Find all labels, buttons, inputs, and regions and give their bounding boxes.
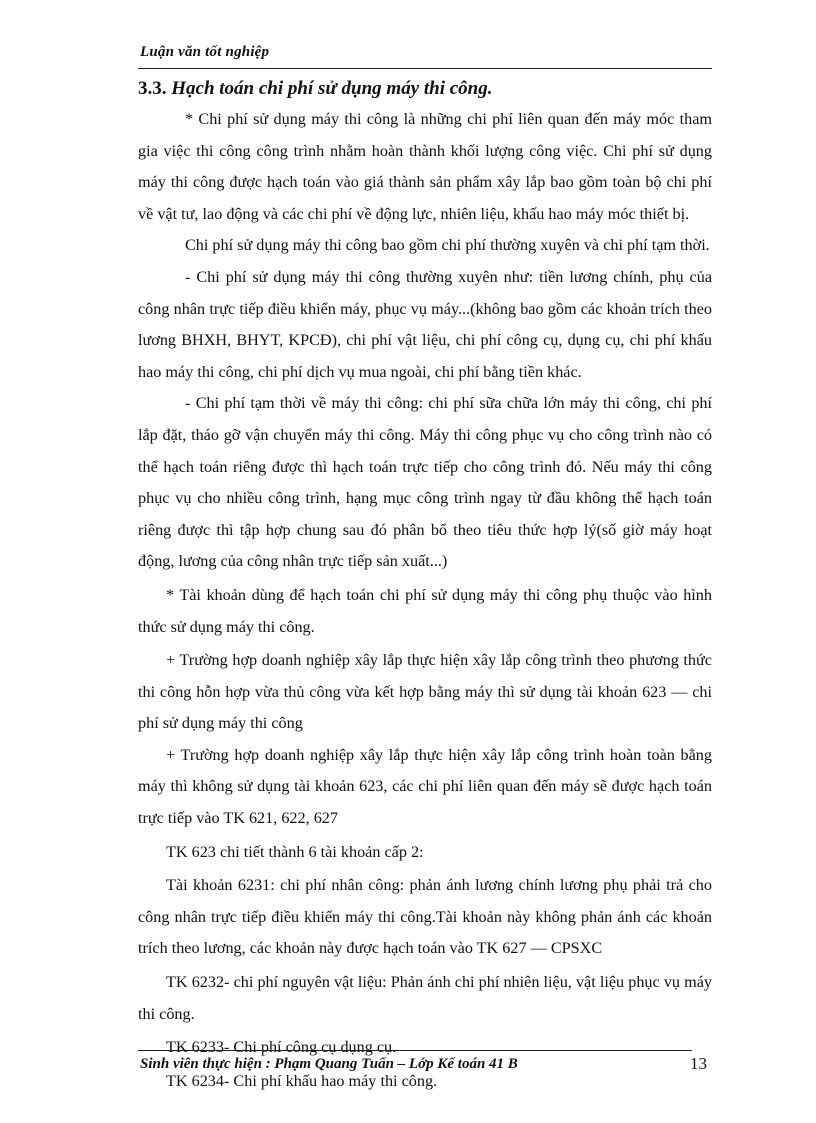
paragraph: + Trường hợp doanh nghiệp xây lắp thực hiện xây lắp công trình hoàn toàn bằng máy thì không sử dụng tài khoản 623, các chi phí liên quan đến máy sẽ được hạch toán trực tiếp vào TK 621, 622, 627 — [138, 745, 712, 828]
section-number: 3.3. — [138, 78, 167, 99]
paragraph: Chi phí sử dụng máy thi công bao gồm chi phí thường xuyên và chi phí tạm thời. — [185, 236, 710, 255]
running-footer: Sinh viên thực hiện : Phạm Quang Tuấn – Lớp Kế toán 41 B — [140, 1056, 518, 1072]
paragraph: * Chi phí sử dụng máy thi công là những chi phí liên quan đến máy móc tham gia việc thi công công trình nhằm hoàn thành khối lượng công việc. Chi phí sử dụng máy thi công được hạch toán vào giá thành sản phẩm xây lắp bao gồm toàn bộ chi phí về vật tư, lao động và các chi phí về động lực, nhiên liệu, khấu hao máy móc thiết bị. — [138, 110, 712, 223]
paragraph: - Chi phí tạm thời về máy thi công: chi phí sữa chữa lớn máy thi công, chi phí lắp đặt, tháo gỡ vận chuyển máy thi công. Máy thi công phục vụ cho công trình nào có thể hạch toán riêng được thì hạch toán trực tiếp cho công trình đó. Nếu máy thi công phục vụ cho nhiều công trình, hạng mục công trình ngay từ đầu không thể hạch toán riêng được thì tập hợp chung sau đó phân bổ theo tiêu thức hợp lý(số giờ máy hoạt động, lương của công nhân trực tiếp sản xuất...) — [138, 394, 712, 571]
paragraph: TK 6234- Chi phí khấu hao máy thi công. — [166, 1071, 438, 1090]
paragraph: - Chi phí sử dụng máy thi công thường xuyên như: tiền lương chính, phụ của công nhân trực tiếp điều khiển máy, phục vụ máy...(không bao gồm các khoản trích theo lương BHXH, BHYT, KPCĐ), chi phí vật liệu, chi phí công cụ, dụng cụ, chi phí khấu hao máy thi công, chi phí dịch vụ mua ngoài, chi phí bằng tiền khác. — [138, 267, 712, 381]
paragraph: TK 623 chi tiết thành 6 tài khoản cấp 2: — [166, 842, 424, 861]
paragraph: TK 6233- Chi phí công cụ dụng cụ. — [166, 1038, 397, 1057]
running-header: Luận văn tốt nghiệp — [140, 44, 270, 60]
paragraph: * Tài khoản dùng để hạch toán chi phí sử dụng máy thi công phụ thuộc vào hình thức sử dụng máy thi công. — [138, 585, 712, 636]
footer-rule — [138, 1050, 692, 1051]
paragraph: TK 6232- chi phí nguyên vật liệu: Phản ánh chi phí nhiên liệu, vật liệu phục vụ máy thi công. — [138, 973, 712, 1023]
page-number: 13 — [690, 1054, 707, 1073]
page-content — [138, 76, 712, 1097]
section-title: Hạch toán chi phí sử dụng máy thi công. — [171, 78, 493, 99]
paragraph: Tài khoản 6231: chi phí nhân công: phản ánh lương chính lương phụ phải trả cho công nhân trực tiếp điều khiển máy thi công.Tài khoản này không phản ánh các khoản trích theo lương, các khoản này được hạch toán vào TK 627 — CPSXC — [138, 876, 712, 958]
paragraph: + Trường hợp doanh nghiệp xây lắp thực hiện xây lắp công trình theo phương thức thi công hỗn hợp vừa thủ công vừa kết hợp bằng máy thì sử dụng tài khoản 623 — chi phí sử dụng máy thi công — [138, 651, 712, 733]
header-rule — [138, 68, 712, 69]
section-heading — [138, 76, 712, 102]
